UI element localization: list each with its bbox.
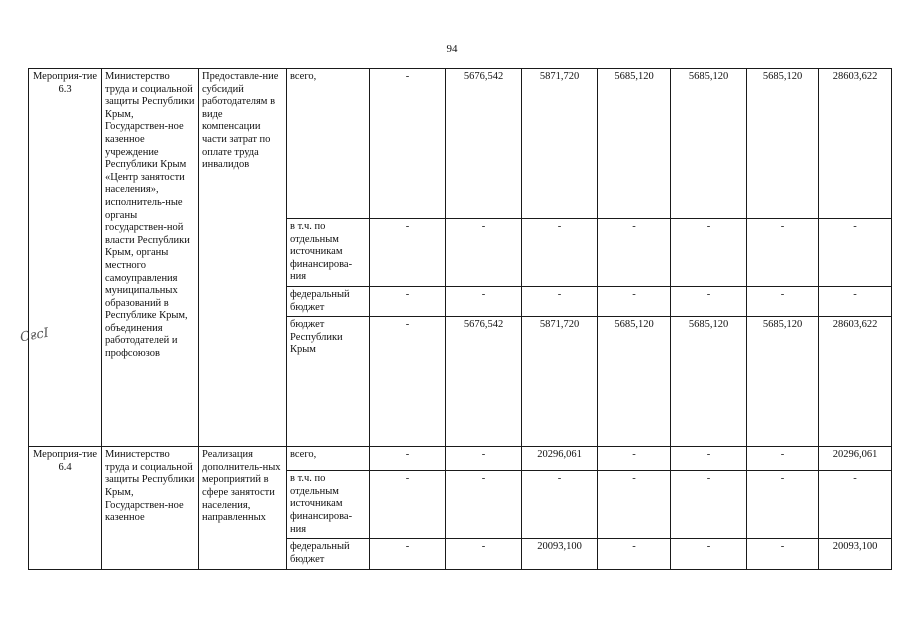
page-number: 94 (446, 43, 458, 55)
value-cell: - (522, 471, 598, 539)
activity-cell: Мероприя-тие 6.3 (29, 69, 102, 447)
value-cell: - (747, 447, 819, 471)
source-cell: бюджет Республики Крым (287, 317, 370, 447)
value-cell: - (598, 286, 671, 316)
executor-cell: Министерство труда и социальной защиты Республики Крым, Государствен-ное казенное учреждение Республики Крым «Центр занятости населения», исполнитель-ные органы государствен-ной власти Республики Крым, органы местного самоуправления муниципальных образований в Республике Крым, объединения работодателей и профсоюзов (102, 69, 199, 447)
value-cell: - (370, 471, 446, 539)
source-cell: в т.ч. по отдельным источникам финансирова-ния (287, 219, 370, 287)
value-cell: - (598, 219, 671, 287)
value-cell: - (446, 286, 522, 316)
value-cell: - (522, 286, 598, 316)
value-cell: 20296,061 (819, 447, 892, 471)
value-cell: - (370, 447, 446, 471)
value-cell: 5676,542 (446, 69, 522, 219)
value-cell: - (747, 471, 819, 539)
value-cell: - (446, 471, 522, 539)
value-cell: 5685,120 (747, 317, 819, 447)
page-margin-bottom (0, 578, 904, 640)
value-cell: 5685,120 (598, 69, 671, 219)
value-cell: - (598, 471, 671, 539)
value-cell: 5871,720 (522, 317, 598, 447)
value-cell: - (819, 471, 892, 539)
value-cell: - (370, 69, 446, 219)
value-cell: 5676,542 (446, 317, 522, 447)
value-cell: - (671, 286, 747, 316)
value-cell: 5871,720 (522, 69, 598, 219)
value-cell: - (819, 219, 892, 287)
value-cell: - (671, 447, 747, 471)
value-cell: - (747, 286, 819, 316)
budget-table (28, 68, 892, 570)
description-cell: Предоставле-ние субсидий работодателям в виде компенсации части затрат по оплате труда инвалидов (199, 69, 287, 447)
value-cell: - (598, 447, 671, 471)
source-cell: федеральный бюджет (287, 539, 370, 570)
value-cell: 20296,061 (522, 447, 598, 471)
description-cell: Реализация дополнитель-ных мероприятий в сфере занятости населения, направленных (199, 447, 287, 570)
value-cell: - (446, 447, 522, 471)
value-cell: - (370, 539, 446, 570)
source-cell: всего, (287, 447, 370, 471)
value-cell: 5685,120 (598, 317, 671, 447)
value-cell: - (671, 539, 747, 570)
value-cell: - (671, 219, 747, 287)
source-cell: всего, (287, 69, 370, 219)
value-cell: 28603,622 (819, 317, 892, 447)
value-cell: 28603,622 (819, 69, 892, 219)
source-cell: в т.ч. по отдельным источникам финансирова-ния (287, 471, 370, 539)
margin-handwritten-note: СғсІ (18, 325, 51, 346)
table-row (29, 69, 892, 219)
value-cell: - (747, 539, 819, 570)
value-cell: - (819, 286, 892, 316)
executor-cell: Министерство труда и социальной защиты Республики Крым, Государствен-ное казенное (102, 447, 199, 570)
activity-cell: Мероприя-тие 6.4 (29, 447, 102, 570)
value-cell: - (446, 219, 522, 287)
value-cell: 5685,120 (671, 69, 747, 219)
source-cell: федеральный бюджет (287, 286, 370, 316)
value-cell: 5685,120 (747, 69, 819, 219)
table-row (29, 447, 892, 471)
value-cell: - (598, 539, 671, 570)
value-cell: - (446, 539, 522, 570)
value-cell: - (671, 471, 747, 539)
value-cell: - (370, 219, 446, 287)
value-cell: - (370, 286, 446, 316)
value-cell: 20093,100 (522, 539, 598, 570)
value-cell: - (370, 317, 446, 447)
value-cell: 5685,120 (671, 317, 747, 447)
value-cell: - (747, 219, 819, 287)
value-cell: - (522, 219, 598, 287)
value-cell: 20093,100 (819, 539, 892, 570)
